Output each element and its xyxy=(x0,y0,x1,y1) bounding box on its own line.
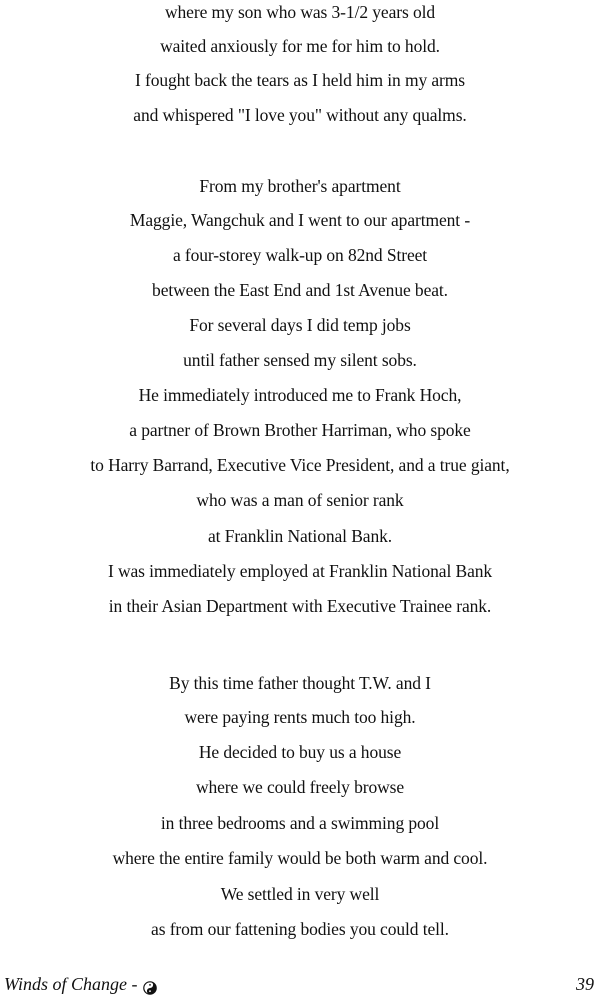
poem-line: where my son who was 3-1/2 years old xyxy=(164,2,436,22)
poem-line: between the East End and 1st Avenue beat. xyxy=(152,280,448,300)
poem-line: as from our fattening bodies you could tell. xyxy=(151,919,449,939)
poem-line: From my brother's apartment xyxy=(199,176,401,196)
poem-line: were paying rents much too high. xyxy=(184,707,416,727)
poem-line: in their Asian Department with Executive Trainee rank. xyxy=(108,596,492,616)
running-footer-title xyxy=(4,972,157,996)
poem-line: I was immediately employed at Franklin National Bank xyxy=(107,561,493,581)
poem-line: He decided to buy us a house xyxy=(198,742,402,762)
poem-line: Maggie, Wangchuk and I went to our apartment - xyxy=(129,210,471,230)
poem-line: until father sensed my silent sobs. xyxy=(183,350,417,370)
poem-line: in three bedrooms and a swimming pool xyxy=(160,813,440,833)
poem-line: at Franklin National Bank. xyxy=(207,526,393,546)
yin-yang-icon xyxy=(143,977,157,991)
poem-line: where the entire family would be both warm and cool. xyxy=(112,848,488,868)
poem-line: to Harry Barrand, Executive Vice President, and a true giant, xyxy=(90,455,510,475)
poem-line: He immediately introduced me to Frank Hoch, xyxy=(138,385,462,405)
poem-line: For several days I did temp jobs xyxy=(189,315,411,335)
book-title: Winds of Change - xyxy=(4,974,138,994)
poem-line: a partner of Brown Brother Harriman, who spoke xyxy=(129,420,471,440)
poem-line: I fought back the tears as I held him in my arms xyxy=(134,70,466,90)
poem-line: where we could freely browse xyxy=(195,777,405,797)
poem-line: waited anxiously for me for him to hold. xyxy=(160,36,440,56)
poem-line: By this time father thought T.W. and I xyxy=(169,673,431,693)
poem-line: and whispered "I love you" without any qualms. xyxy=(133,105,467,125)
page-number: 39 xyxy=(576,974,594,994)
poem-line: a four-storey walk-up on 82nd Street xyxy=(172,245,428,265)
poem-line: who was a man of senior rank xyxy=(196,490,404,510)
poem-line: We settled in very well xyxy=(220,884,380,904)
